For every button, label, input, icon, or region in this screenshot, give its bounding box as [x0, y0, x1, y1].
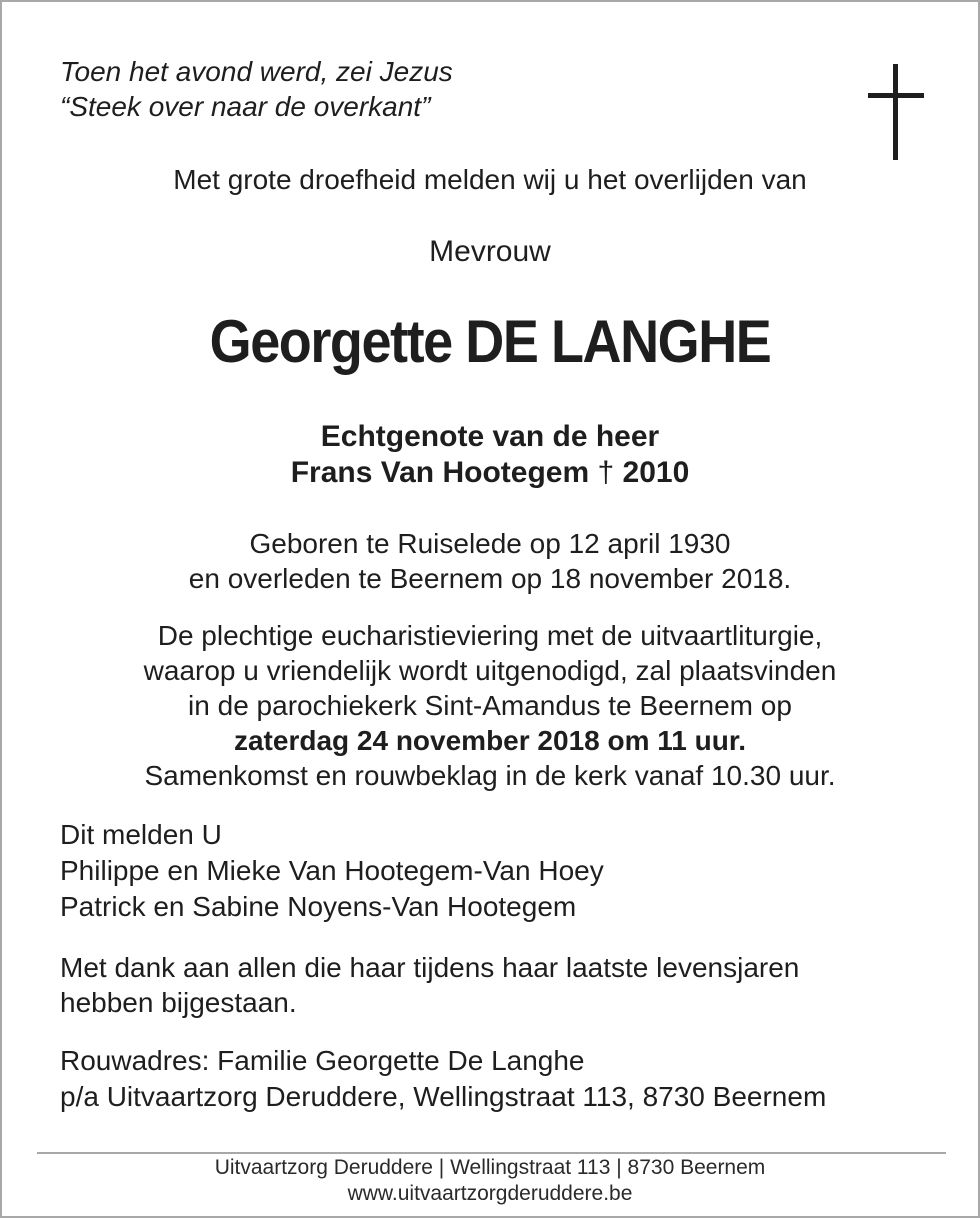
announced-heading: Dit melden U — [60, 819, 222, 850]
thanks-text — [60, 950, 799, 1020]
footer-divider — [37, 1152, 946, 1154]
family-member: Patrick en Sabine Noyens-Van Hootegem — [60, 891, 577, 922]
birth-line: Geboren te Ruiselede op 12 april 1930 — [249, 528, 731, 559]
footer-contact: Uitvaartzorg Deruddere | Wellingstraat 113 | 8730 Beernem — [214, 1156, 766, 1179]
spouse-name: Frans Van Hootegem — [290, 456, 590, 489]
death-dagger-icon: † — [597, 456, 615, 489]
footer-website: www.uitvaartzorgderuddere.be — [347, 1182, 633, 1205]
quote-line-2: “Steek over naar de overkant” — [60, 91, 431, 122]
mourning-address — [60, 1043, 826, 1115]
life-dates — [2, 526, 978, 596]
family-member: Philippe en Mieke Van Hootegem-Van Hoey — [60, 855, 604, 886]
deceased-name: Georgette DE LANGHE — [209, 308, 771, 375]
spouse-line-1: Echtgenote van de heer — [320, 420, 660, 453]
announced-by — [60, 817, 604, 925]
bible-quote — [60, 54, 453, 124]
service-line-3: in de parochiekerk Sint-Amandus te Beernem op — [188, 690, 792, 721]
address-line-1: Rouwadres: Familie Georgette De Langhe — [60, 1045, 585, 1076]
spouse-death-year: 2010 — [622, 456, 690, 489]
honorific: Mevrouw — [429, 235, 551, 268]
address-line-2: p/a Uitvaartzorg Deruddere, Wellingstraat 113, 8730 Beernem — [60, 1081, 827, 1112]
gathering-line: Samenkomst en rouwbeklag in de kerk vanaf 10.30 uur. — [144, 760, 836, 791]
thanks-line-2: hebben bijgestaan. — [60, 987, 297, 1018]
footer — [2, 1155, 978, 1207]
spouse-info — [2, 419, 978, 491]
quote-line-1: Toen het avond werd, zei Jezus — [60, 56, 453, 87]
spouse-line-2 — [2, 455, 978, 491]
funeral-service — [2, 618, 978, 793]
service-line-1: De plechtige eucharistieviering met de uitvaartliturgie, — [157, 620, 823, 651]
death-line: en overleden te Beernem op 18 november 2018. — [188, 563, 792, 594]
latin-cross-icon — [868, 64, 924, 160]
service-line-2: waarop u vriendelijk wordt uitgenodigd, zal plaatsvinden — [143, 655, 837, 686]
thanks-line-1: Met dank aan allen die haar tijdens haar laatste levensjaren — [60, 952, 800, 983]
intro-text: Met grote droefheid melden wij u het overlijden van — [173, 164, 807, 195]
service-datetime: zaterdag 24 november 2018 om 11 uur. — [233, 725, 746, 756]
